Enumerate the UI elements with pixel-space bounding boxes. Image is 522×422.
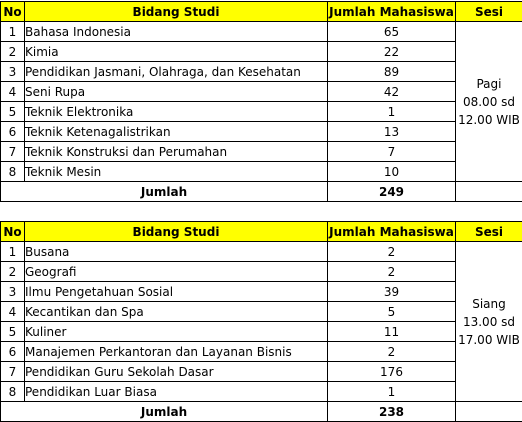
sesi-cell (456, 242, 522, 402)
jumlah-mahasiswa: 10 (328, 162, 456, 182)
jumlah-mahasiswa: 13 (328, 122, 456, 142)
header-jumlah-mahasiswa: Jumlah Mahasiswa (328, 2, 456, 22)
row-number: 3 (1, 62, 25, 82)
bidang-studi: Busana (25, 242, 328, 262)
header-row (1, 222, 522, 242)
table-row (1, 22, 522, 42)
jumlah-mahasiswa: 2 (328, 342, 456, 362)
bidang-studi: Teknik Elektronika (25, 102, 328, 122)
bidang-studi: Geografi (25, 262, 328, 282)
jumlah-mahasiswa: 11 (328, 322, 456, 342)
total-label: Jumlah (1, 402, 328, 422)
bidang-studi: Kecantikan dan Spa (25, 302, 328, 322)
row-number: 2 (1, 262, 25, 282)
total-label: Jumlah (1, 182, 328, 202)
jumlah-mahasiswa: 65 (328, 22, 456, 42)
sesi-start: 13.00 sd (456, 313, 522, 331)
bidang-studi: Ilmu Pengetahuan Sosial (25, 282, 328, 302)
row-number: 5 (1, 322, 25, 342)
jumlah-mahasiswa: 5 (328, 302, 456, 322)
schedule-table-pagi (0, 1, 522, 202)
sesi-cell (456, 22, 522, 182)
row-number: 8 (1, 382, 25, 402)
table-row (1, 262, 522, 282)
table-row (1, 142, 522, 162)
row-number: 8 (1, 162, 25, 182)
table-row (1, 302, 522, 322)
row-number: 2 (1, 42, 25, 62)
jumlah-mahasiswa: 2 (328, 262, 456, 282)
sesi-name: Siang (456, 295, 522, 313)
row-number: 4 (1, 302, 25, 322)
row-number: 4 (1, 82, 25, 102)
jumlah-mahasiswa: 176 (328, 362, 456, 382)
bidang-studi: Kimia (25, 42, 328, 62)
bidang-studi: Pendidikan Jasmani, Olahraga, dan Kesehatan (25, 62, 328, 82)
row-number: 3 (1, 282, 25, 302)
row-number: 7 (1, 362, 25, 382)
sesi-start: 08.00 sd (456, 93, 522, 111)
jumlah-mahasiswa: 1 (328, 382, 456, 402)
sesi-name: Pagi (456, 75, 522, 93)
header-no: No (1, 222, 25, 242)
row-number: 1 (1, 242, 25, 262)
header-sesi: Sesi (456, 2, 522, 22)
jumlah-mahasiswa: 22 (328, 42, 456, 62)
table-row (1, 42, 522, 62)
table-row (1, 322, 522, 342)
schedule-table-siang (0, 221, 522, 422)
jumlah-mahasiswa: 1 (328, 102, 456, 122)
row-number: 6 (1, 342, 25, 362)
sesi-end: 12.00 WIB (456, 111, 522, 129)
header-no: No (1, 2, 25, 22)
jumlah-mahasiswa: 7 (328, 142, 456, 162)
total-row (1, 182, 522, 202)
table-row (1, 62, 522, 82)
bidang-studi: Pendidikan Luar Biasa (25, 382, 328, 402)
total-value: 238 (328, 402, 456, 422)
table-row (1, 162, 522, 182)
table-row (1, 122, 522, 142)
table-row (1, 242, 522, 262)
bidang-studi: Kuliner (25, 322, 328, 342)
row-number: 6 (1, 122, 25, 142)
row-number: 7 (1, 142, 25, 162)
sesi-end: 17.00 WIB (456, 331, 522, 349)
bidang-studi: Pendidikan Guru Sekolah Dasar (25, 362, 328, 382)
total-empty-cell (456, 182, 522, 202)
header-jumlah-mahasiswa: Jumlah Mahasiswa (328, 222, 456, 242)
bidang-studi: Seni Rupa (25, 82, 328, 102)
header-row (1, 2, 522, 22)
jumlah-mahasiswa: 2 (328, 242, 456, 262)
total-empty-cell (456, 402, 522, 422)
bidang-studi: Bahasa Indonesia (25, 22, 328, 42)
bidang-studi: Teknik Konstruksi dan Perumahan (25, 142, 328, 162)
jumlah-mahasiswa: 42 (328, 82, 456, 102)
bidang-studi: Teknik Ketenagalistrikan (25, 122, 328, 142)
table-row (1, 282, 522, 302)
bidang-studi: Manajemen Perkantoran dan Layanan Bisnis (25, 342, 328, 362)
table-row (1, 82, 522, 102)
table-row (1, 102, 522, 122)
header-sesi: Sesi (456, 222, 522, 242)
header-bidang-studi: Bidang Studi (25, 2, 328, 22)
table-row (1, 362, 522, 382)
header-bidang-studi: Bidang Studi (25, 222, 328, 242)
total-row (1, 402, 522, 422)
jumlah-mahasiswa: 39 (328, 282, 456, 302)
jumlah-mahasiswa: 89 (328, 62, 456, 82)
row-number: 1 (1, 22, 25, 42)
total-value: 249 (328, 182, 456, 202)
table-row (1, 382, 522, 402)
bidang-studi: Teknik Mesin (25, 162, 328, 182)
table-row (1, 342, 522, 362)
row-number: 5 (1, 102, 25, 122)
